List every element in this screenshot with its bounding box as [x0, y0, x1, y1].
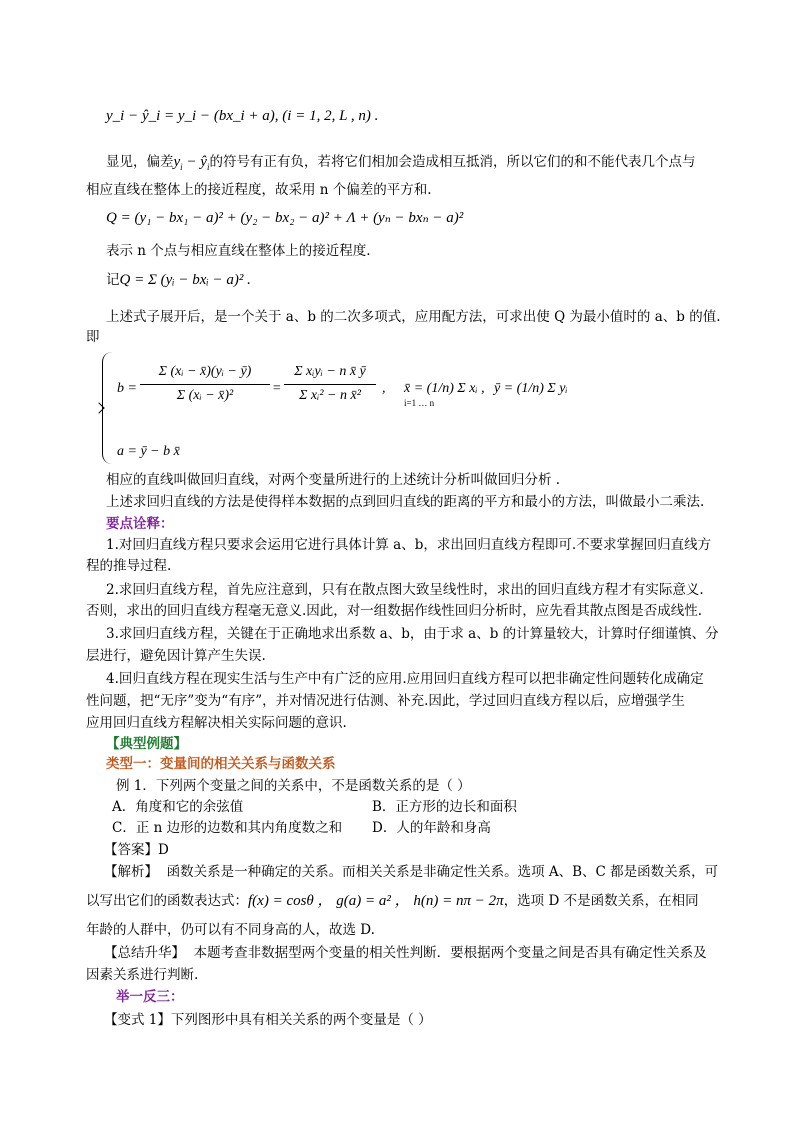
Q-expanded-formula: Q = (y₁ − bx₁ − a)² + (y₂ − bx₂ − a)² + Λ + (yₙ − bxₙ − a)²	[106, 210, 464, 226]
equation-brace	[102, 352, 113, 464]
fraction-bar-2	[284, 384, 376, 385]
paragraph-expansion: 上述式子展开后，是一个关于 a、b 的二次多项式，应用配方法，可求出使 Q 为最小值时的 a、b 的值.	[106, 309, 721, 325]
paragraph-closeness: 表示 n 个点与相应直线在整体上的接近程度.	[106, 243, 371, 259]
sum-limits-note: i=1 … n	[404, 398, 435, 408]
summary-line-2: 因素关系进行判断.	[86, 967, 199, 983]
a-formula: a = ȳ − b x̄	[117, 444, 180, 459]
option-a: A．角度和它的余弦值	[112, 799, 244, 815]
residual-formula: y_i − ŷ_i = y_i − (bx_i + a), (i = 1, 2, L , n) .	[106, 108, 379, 124]
b-numerator-1: Σ (xᵢ − x̄)(yᵢ − ȳ)	[158, 364, 252, 379]
ybar-formula: ȳ = (1/n) Σ yᵢ	[494, 381, 568, 396]
b-numerator-2: Σ xᵢyᵢ − n x̄ ȳ	[294, 364, 366, 379]
key-point-4a: 4.回归直线方程在现实生活与生产中有广泛的应用.应用回归直线方程可以把非确定性问题转化成确定	[106, 671, 704, 687]
key-point-3a: 3.求回归直线方程，关键在于正确地求出系数 a、b，由于求 a、b 的计算量较大，计算时仔细谨慎、分	[106, 626, 719, 642]
paragraph-deviation-cont: 相应直线在整体上的接近程度，故采用 n 个偏差的平方和.	[86, 182, 432, 198]
analysis-line-1: 【解析】 函数关系是一种确定的关系。而相关关系是非确定性关系。选项 A、B、C 都是函数关系，可	[104, 864, 719, 880]
type1-heading: 类型一：变量间的相关关系与函数关系	[106, 756, 336, 772]
key-point-1b: 程的推导过程.	[86, 558, 172, 574]
key-point-2a: 2.求回归直线方程，首先应注意到，只有在散点图大致呈线性时，求出的回归直线方程才有实际意义.	[106, 582, 704, 598]
key-point-2b: 否则，求出的回归直线方程毫无意义.因此，对一组数据作线性回归分析时，应先看其散点图是否成线性.	[86, 603, 703, 619]
Q-sum-formula: Q = Σ (yᵢ − bxᵢ − a)² .	[119, 272, 251, 288]
document-page: y_i − ŷ_i = y_i − (bx_i + a), (i = 1, 2, L , n) . 显见，偏差$y_i$ − $ŷ_i$的符号有正有负，若将它们相加会造成相互抵消，所以它们的和不能代表几个点与 相应直线在整体上的接近程度，故采用 n 个偏差的平方和. Q = (y₁ − bx₁ − a)² + (y₂ − bx₂ − a)² + Λ + (yₙ − bxₙ − a)² 表示 n 个点与相应直线在整体上的接近程度. 记Q = Σ (yᵢ − bxᵢ − a)² . 上述式子展开后，是一个关于 a、b 的二次多项式，应用配方法，可求出使 Q 为最小值时的 a、b 的值. 即 b = Σ (xᵢ − x̄)(yᵢ − ȳ) Σ (xᵢ − x̄)² = Σ xᵢyᵢ − n x̄ ȳ Σ xᵢ² − n x̄² , i=1 … n x̄ = (1/n) Σ xᵢ , ȳ = (1/n) Σ yᵢ a = ȳ − b x̄ 相应的直线叫做回归直线，对两个变量所进行的上述统计分析叫做回归分析 . 上述求回归直线的方法是使得样本数据的点到回归直线的距离的平方和最小的方法，叫做最小二乘法. 要点诠释： 1.对回归直线方程只要求会运用它进行具体计算 a、b，求出回归直线方程即可.不要求掌握回归直线方 程的推导过程. 2.求回归直线方程，首先应注意到，只有在散点图大致呈线性时，求出的回归直线方程才有实际意义. 否则，求出的回归直线方程毫无意义.因此，对一组数据作线性回归分析时，应先看其散点图是否成线性. 3.求回归直线方程，关键在于正确地求出系数 a、b，由于求 a、b 的计算量较大，计算时仔细谨慎、分 层进行，避免因计算产生失误. 4.回归直线方程在现实生活与生产中有广泛的应用.应用回归直线方程可以把非确定性问题转化成确定 性问题，把“无序”变为“有序”，并对情况进行估测、补充.因此，学过回归直线方程以后，应增强学生 应用回归直线方程解决相关实际问题的意识. 【典型例题】 类型一：变量间的相关关系与函数关系 例 1．下列两个变量之间的关系中，不是函数关系的是（ ） A．角度和它的余弦值 B．正方形的边长和面积 C．正 n 边形的边数和其内角度数之和 D．人的年龄和身高 【答案】D 【解析】 函数关系是一种确定的关系。而相关关系是非确定性关系。选项 A、B、C 都是函数关系，可 以写出它们的函数表达式：f(x) = cosθ ， g(a) = a² ， h(n) = nπ − 2π，选项 D 不是函数关系，在相同 年龄的人群中，仍可以有不同身高的人，故选 D. 【总结升华】 本题考查非数据型两个变量的相关性判断．要根据两个变量之间是否具有确定性关系及 因素关系进行判断. 举一反三： 【变式 1】下列图形中具有相关关系的两个变量是（ ）	[86, 108, 721, 1028]
key-point-1a: 1.对回归直线方程只要求会运用它进行具体计算 a、b，求出回归直线方程即可.不要求掌握回归直线方	[106, 537, 712, 553]
key-point-4c: 应用回归直线方程解决相关实际问题的意识.	[86, 715, 347, 731]
function-formulas: f(x) = cosθ ， g(a) = a² ， h(n) = nπ − 2π	[248, 893, 504, 909]
key-points-heading: 要点诠释：	[106, 516, 174, 532]
residual-inline: $y_i$ − $ŷ_i$	[173, 154, 210, 172]
fraction-bar-1	[140, 384, 270, 385]
key-point-4b: 性问题，把“无序”变为“有序”，并对情况进行估测、补充.因此，学过回归直线方程以后，应增强学生	[86, 693, 685, 709]
answer: 【答案】D	[104, 842, 169, 858]
key-point-3b: 层进行，避免因计算产生失误.	[86, 648, 266, 664]
analysis-line-3: 年龄的人群中，仍可以有不同身高的人，故选 D.	[86, 922, 375, 938]
option-b: B．正方形的边长和面积	[372, 799, 517, 815]
xbar-formula: x̄ = (1/n) Σ xᵢ ,	[404, 381, 485, 396]
variant-1: 【变式 1】下列图形中具有相关关系的两个变量是（ ）	[104, 1012, 432, 1028]
summary-line-1: 【总结升华】 本题考查非数据型两个变量的相关性判断．要根据两个变量之间是否具有确定性关系及	[104, 945, 707, 961]
b-lhs: b =	[117, 381, 137, 396]
analysis-line-2: 以写出它们的函数表达式：f(x) = cosθ ， g(a) = a² ， h(n) = nπ − 2π，选项 D 不是函数关系，在相同	[86, 893, 699, 909]
paragraph-ie: 即	[86, 329, 100, 345]
b-denominator-1: Σ (xᵢ − x̄)²	[176, 388, 234, 403]
typical-examples-heading: 【典型例题】	[106, 736, 187, 752]
b-denominator-2: Σ xᵢ² − n x̄²	[299, 388, 361, 403]
example1-question: 例 1．下列两个变量之间的关系中，不是函数关系的是（ ）	[116, 778, 471, 794]
option-c: C．正 n 边形的边数和其内角度数之和	[112, 820, 343, 836]
Q-sum-line: 记Q = Σ (yᵢ − bxᵢ − a)² .	[106, 272, 251, 288]
paragraph-regression-line: 相应的直线叫做回归直线，对两个变量所进行的上述统计分析叫做回归分析 .	[106, 472, 561, 488]
option-d: D．人的年龄和身高	[372, 820, 491, 836]
paragraph-deviation: 显见，偏差$y_i$ − $ŷ_i$的符号有正有负，若将它们相加会造成相互抵消，所以它们的和不能代表几个点与	[106, 154, 696, 172]
paragraph-least-squares: 上述求回归直线的方法是使得样本数据的点到回归直线的距离的平方和最小的方法，叫做最小二乘法.	[106, 494, 705, 510]
practice-heading: 举一反三：	[116, 989, 184, 1005]
